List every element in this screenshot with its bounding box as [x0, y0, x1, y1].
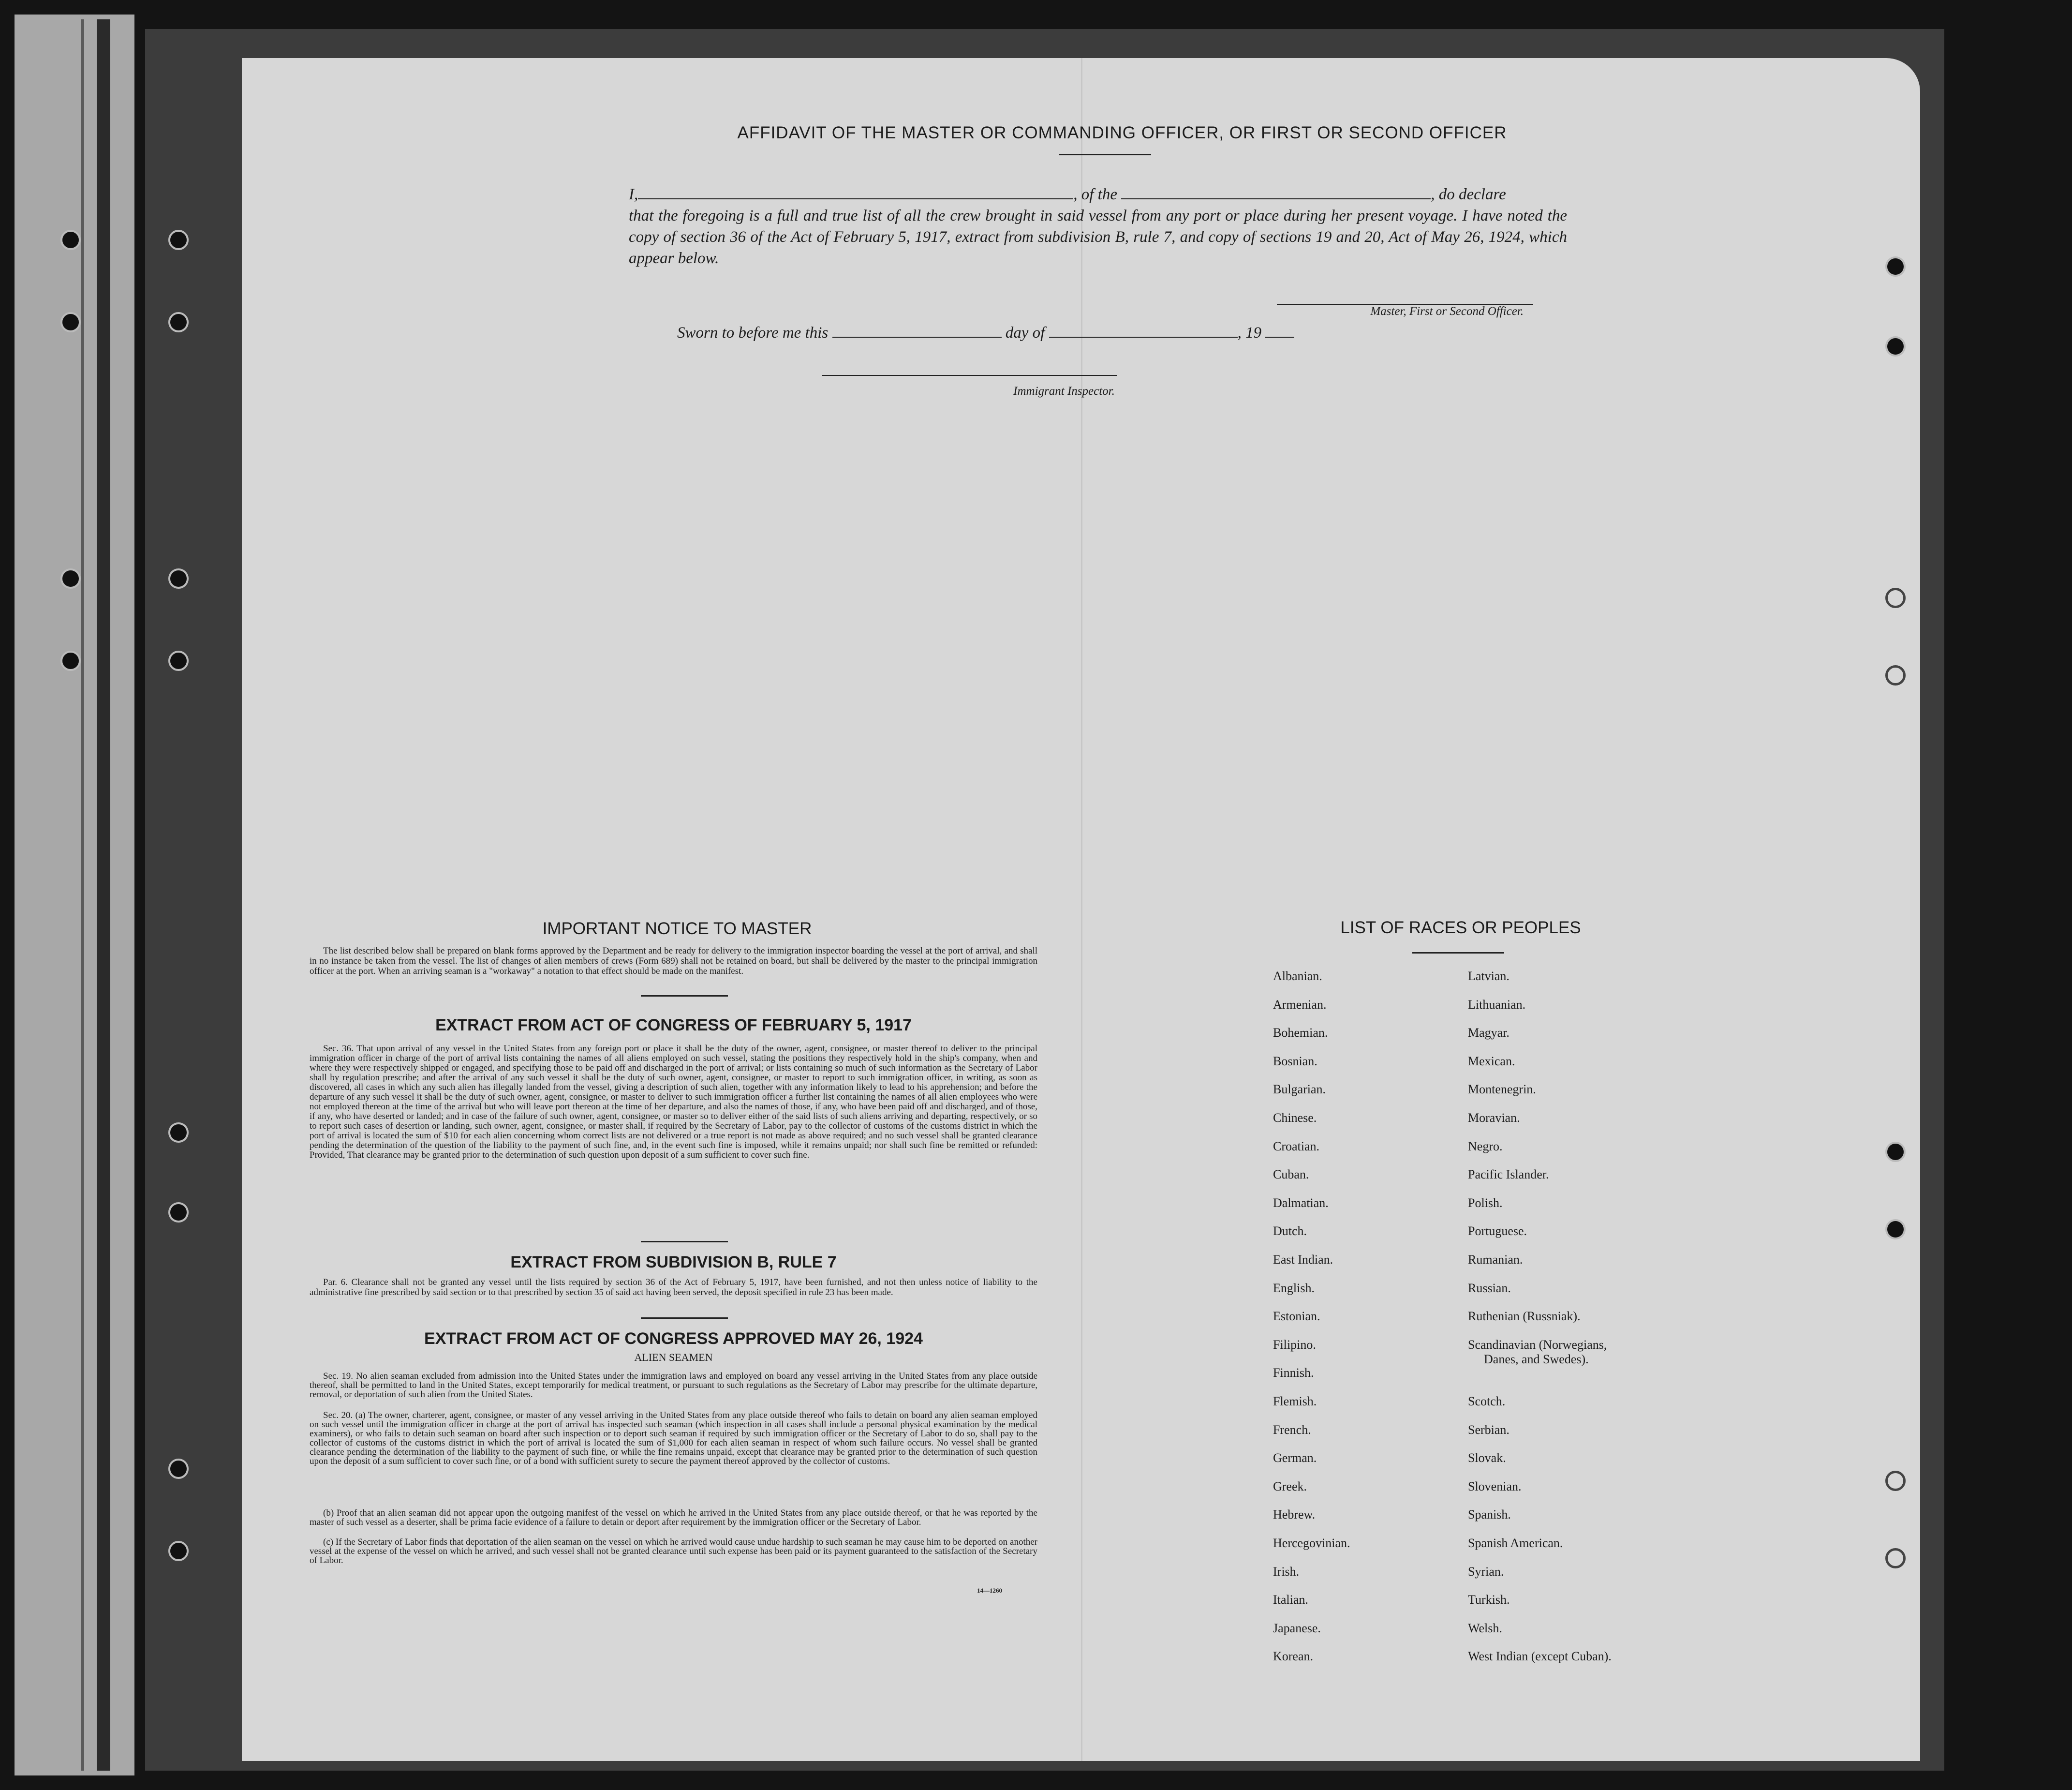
alien-seamen-subtitle: ALIEN SEAMEN: [634, 1351, 713, 1363]
race-item: Turkish.: [1468, 1593, 1510, 1607]
binding-hole: [168, 651, 189, 671]
race-item: Pacific Islander.: [1468, 1167, 1549, 1182]
race-item: West Indian (except Cuban).: [1468, 1649, 1612, 1664]
vessel-prefix: , of the: [1073, 186, 1117, 203]
race-item: German.: [1273, 1451, 1317, 1465]
extract-1924-title: EXTRACT FROM ACT OF CONGRESS APPROVED MAY 26, 1924: [424, 1329, 923, 1348]
race-item: Albanian.: [1273, 969, 1322, 983]
race-item: French.: [1273, 1422, 1311, 1437]
race-item: Bosnian.: [1273, 1054, 1317, 1068]
subdivision-b-title: EXTRACT FROM SUBDIVISION B, RULE 7: [510, 1253, 837, 1271]
divider: [641, 1317, 728, 1319]
binding-hole: [1885, 336, 1906, 357]
page-fold-line: [1081, 58, 1082, 1761]
race-item: Dutch.: [1273, 1224, 1307, 1238]
race-item: Syrian.: [1468, 1564, 1504, 1579]
binding-hole: [168, 230, 189, 250]
sec-20-body: Sec. 20. (a) The owner, charterer, agent, consignee, or master of any vessel arriving in the United States from any place outside thereof who fails to detain on board any alien seaman employed on such vessel until the immigration officer in charge at the port of arrival has inspected such seaman (which inspection in all cases shall include a personal physical examination by the medical examiners), or who fails to detain such seaman on board after such inspection or to deport such seaman if required by such immigration officer or the Secretary of Labor to do so, shall pay to the collector of customs of the customs district in which the port of arrival is located the sum of $1,000 for each alien seaman in respect of whom such failure occurs. No vessel shall be granted clearance pending the determination of the liability to the payment of such fine, or while the fine remains unpaid, except that clearance may be granted prior to the determination of such question upon the deposit of a sum sufficient to cover such fine, or of a bond with sufficient surety to secure the payment thereof approved by the collector of customs.: [310, 1410, 1037, 1466]
race-item: Magyar.: [1468, 1026, 1510, 1040]
master-signature-label: Master, First or Second Officer.: [1370, 305, 1524, 318]
binding-hole: [60, 651, 81, 671]
binding-hole: [168, 1202, 189, 1223]
binding-hole: [1885, 588, 1906, 608]
race-item: Filipino.: [1273, 1337, 1316, 1352]
declarant-prefix: I,: [629, 186, 638, 203]
race-item: Irish.: [1273, 1564, 1300, 1579]
race-item: English.: [1273, 1281, 1315, 1295]
race-item: Portuguese.: [1468, 1224, 1527, 1238]
binding-hole: [1885, 1142, 1906, 1162]
race-item: Croatian.: [1273, 1139, 1320, 1153]
inspector-label: Immigrant Inspector.: [1013, 385, 1115, 398]
sworn-day-field[interactable]: [832, 323, 1002, 338]
binding-hole: [1885, 1471, 1906, 1491]
races-title: LIST OF RACES OR PEOPLES: [1340, 918, 1581, 937]
binding-hole: [168, 1122, 189, 1143]
race-item: Scotch.: [1468, 1394, 1506, 1408]
race-item: Slovenian.: [1468, 1479, 1522, 1493]
race-item: Negro.: [1468, 1139, 1503, 1153]
race-item: Spanish American.: [1468, 1536, 1563, 1550]
inspector-signature-line[interactable]: [822, 375, 1117, 376]
race-item: Greek.: [1273, 1479, 1307, 1493]
binding-hole: [168, 1541, 189, 1561]
race-item: Korean.: [1273, 1649, 1314, 1664]
race-item: Ruthenian (Russniak).: [1468, 1309, 1581, 1324]
race-item: Polish.: [1468, 1195, 1503, 1210]
sworn-year-field[interactable]: [1265, 323, 1294, 338]
race-item: Bohemian.: [1273, 1026, 1328, 1040]
divider: [641, 995, 728, 997]
race-item: East Indian.: [1273, 1253, 1333, 1267]
race-item: Italian.: [1273, 1593, 1308, 1607]
binding-hole: [60, 312, 81, 332]
race-item: Bulgarian.: [1273, 1082, 1326, 1097]
race-item: Serbian.: [1468, 1422, 1510, 1437]
sworn-day-of-text: day of: [1005, 324, 1045, 342]
race-item: Chinese.: [1273, 1111, 1317, 1125]
binding-hole: [168, 1459, 189, 1479]
races-underline: [1412, 952, 1504, 954]
binding-hole: [168, 568, 189, 589]
binding-hole: [1885, 256, 1906, 277]
title-underline: [1059, 154, 1151, 155]
divider: [641, 1241, 728, 1242]
subdivision-b-body: Par. 6. Clearance shall not be granted any vessel until the lists required by section 36 of the Act of February 5, 1917, have been furnished, and not then unless notice of liability to the administrative fine prescribed by said section or to that prescribed by section 35 of said act having been served, the deposit specified in rule 23 has been made.: [310, 1277, 1037, 1298]
sworn-year-prefix: , 19: [1237, 324, 1262, 342]
race-item: Welsh.: [1468, 1621, 1502, 1635]
binding-edge: [97, 19, 110, 1771]
race-item: Spanish.: [1468, 1507, 1511, 1522]
race-item: Finnish.: [1273, 1366, 1314, 1380]
race-item: Danes, and Swedes).: [1484, 1352, 1589, 1366]
binding-hole: [60, 568, 81, 589]
race-item: Rumanian.: [1468, 1253, 1523, 1267]
race-item: Moravian.: [1468, 1111, 1520, 1125]
race-item: Estonian.: [1273, 1309, 1320, 1324]
sworn-line: [677, 323, 1294, 342]
race-item: Armenian.: [1273, 997, 1327, 1012]
race-item: Cuban.: [1273, 1167, 1309, 1182]
declaration-body: that the foregoing is a full and true list of all the crew brought in said vessel from any port or place during her present voyage. I have noted the copy of section 36 of the Act of February 5, 1917, extract from subdivision B, rule 7, and copy of sections 19 and 20, Act of May 26, 1924, which appear below.: [629, 207, 1567, 267]
race-item: Mexican.: [1468, 1054, 1515, 1068]
extract-1917-title: EXTRACT FROM ACT OF CONGRESS OF FEBRUARY 5, 1917: [435, 1016, 912, 1034]
race-item: Dalmatian.: [1273, 1195, 1329, 1210]
race-item: Scandinavian (Norwegians,: [1468, 1337, 1607, 1352]
binding-hole: [1885, 1219, 1906, 1239]
binding-hole: [168, 312, 189, 332]
sec-20-c-body: (c) If the Secretary of Labor finds that deportation of the alien seaman on the vessel on which he arrived would cause undue hardship to such seaman he may cause him to be deported on another vessel at the expense of the vessel on which he arrived, and such vessel shall not be granted clearance until such expense has been paid or its payment guaranteed to the satisfaction of the Secretary of Labor.: [310, 1537, 1037, 1566]
binding-strip: [15, 15, 134, 1775]
form-code: 14—1260: [977, 1587, 1002, 1594]
affidavit-body: [629, 184, 1567, 269]
declare-text: , do declare: [1431, 186, 1506, 203]
race-item: Hercegovinian.: [1273, 1536, 1350, 1550]
race-item: Montenegrin.: [1468, 1082, 1536, 1097]
sworn-text: Sworn to before me this: [677, 324, 829, 342]
race-item: Russian.: [1468, 1281, 1511, 1295]
binding-hole: [1885, 1548, 1906, 1568]
race-item: Japanese.: [1273, 1621, 1321, 1635]
binding-hole: [60, 230, 81, 250]
notice-title: IMPORTANT NOTICE TO MASTER: [542, 919, 812, 938]
sec-19-body: Sec. 19. No alien seaman excluded from admission into the United States under the immigration laws and employed on board any vessel arriving in the United States from any place outside thereof, shall be permitted to land in the United States, except temporarily for medical treatment, or pursuant to such regulations as the Secretary of Labor may prescribe for the ultimate departure, removal, or deportation of such alien from the United States.: [310, 1371, 1037, 1400]
extract-1917-body: Sec. 36. That upon arrival of any vessel in the United States from any foreign port or place it shall be the duty of the owner, agent, consignee, or master thereof to deliver to the principal immigration officer in charge of the port of arrival lists containing the names of all aliens employed on such vessel, stating the positions they respectively hold in the ship's company, when and where they were respectively shipped or engaged, and specifying those to be paid off and discharged in the port of arrival; or lists containing so much of such information as the Secretary of Labor shall by regulation prescribe; and after the arrival of any such vessel it shall be the duty of such owner, agent, consignee, or master to report to such immigration officer, in writing, as soon as discovered, all cases in which any such alien has illegally landed from the vessel, giving a description of such alien, together with any information likely to lead to his apprehension; and before the departure of any such vessel it shall be the duty of such owner, agent, consignee, or master to deliver to such immigration officer a further list containing the names of all alien employees who were not employed thereon at the time of the arrival but who will leave port thereon at the time of her departure, and also the names of those, if any, who have been paid off and discharged, and of those, if any, who have deserted or landed; and in case of the failure of such owner, agent, consignee, or master so to deliver either of the said lists of such aliens arriving and departing, respectively, or so to report such cases of desertion or landing, such owner, agent, consignee, or master shall, if required by the Secretary of Labor, pay to the collector of customs of the customs district in which the port of arrival is located the sum of $10 for each alien concerning whom correct lists are not delivered or a true report is not made as above required; and no such vessel shall be granted clearance pending the determination of the question of the liability to the payment of such fine, and, in the event such fine is imposed, while it remains unpaid; nor shall such fine be remitted or refunded: Provided, That clearance may be granted prior to the determination of such question upon deposit of a sum sufficient to cover such fine.: [310, 1044, 1037, 1160]
affidavit-title: AFFIDAVIT OF THE MASTER OR COMMANDING OFFICER, OR FIRST OR SECOND OFFICER: [737, 123, 1507, 142]
vessel-name-field[interactable]: [1121, 185, 1431, 199]
sworn-month-field[interactable]: [1049, 323, 1238, 338]
binding-edge-line: [81, 19, 84, 1771]
race-item: Latvian.: [1468, 969, 1510, 983]
declaration-line: [629, 184, 1567, 205]
race-item: Lithuanian.: [1468, 997, 1526, 1012]
declarant-name-field[interactable]: [638, 185, 1073, 199]
binding-hole: [1885, 665, 1906, 686]
sec-20-b-body: (b) Proof that an alien seaman did not appear upon the outgoing manifest of the vessel on which he arrived in the United States from any place outside thereof, or that he was reported by the master of such vessel as a deserter, shall be prima facie evidence of a failure to detain or deport after requirement by the immigration officer or the Secretary of Labor.: [310, 1508, 1037, 1527]
notice-body: The list described below shall be prepared on blank forms approved by the Department and be ready for delivery to the immigration inspector boarding the vessel at the port of arrival, and shall in no instance be taken from the vessel. The list of changes of alien members of crews (Form 689) shall not be retained on board, but shall be delivered by the master to the principal immigration officer at the port. When an arriving seaman is a "workaway" a notation to that effect should be made on the manifest.: [310, 946, 1037, 976]
race-item: Hebrew.: [1273, 1507, 1316, 1522]
race-item: Flemish.: [1273, 1394, 1317, 1408]
race-item: Slovak.: [1468, 1451, 1506, 1465]
